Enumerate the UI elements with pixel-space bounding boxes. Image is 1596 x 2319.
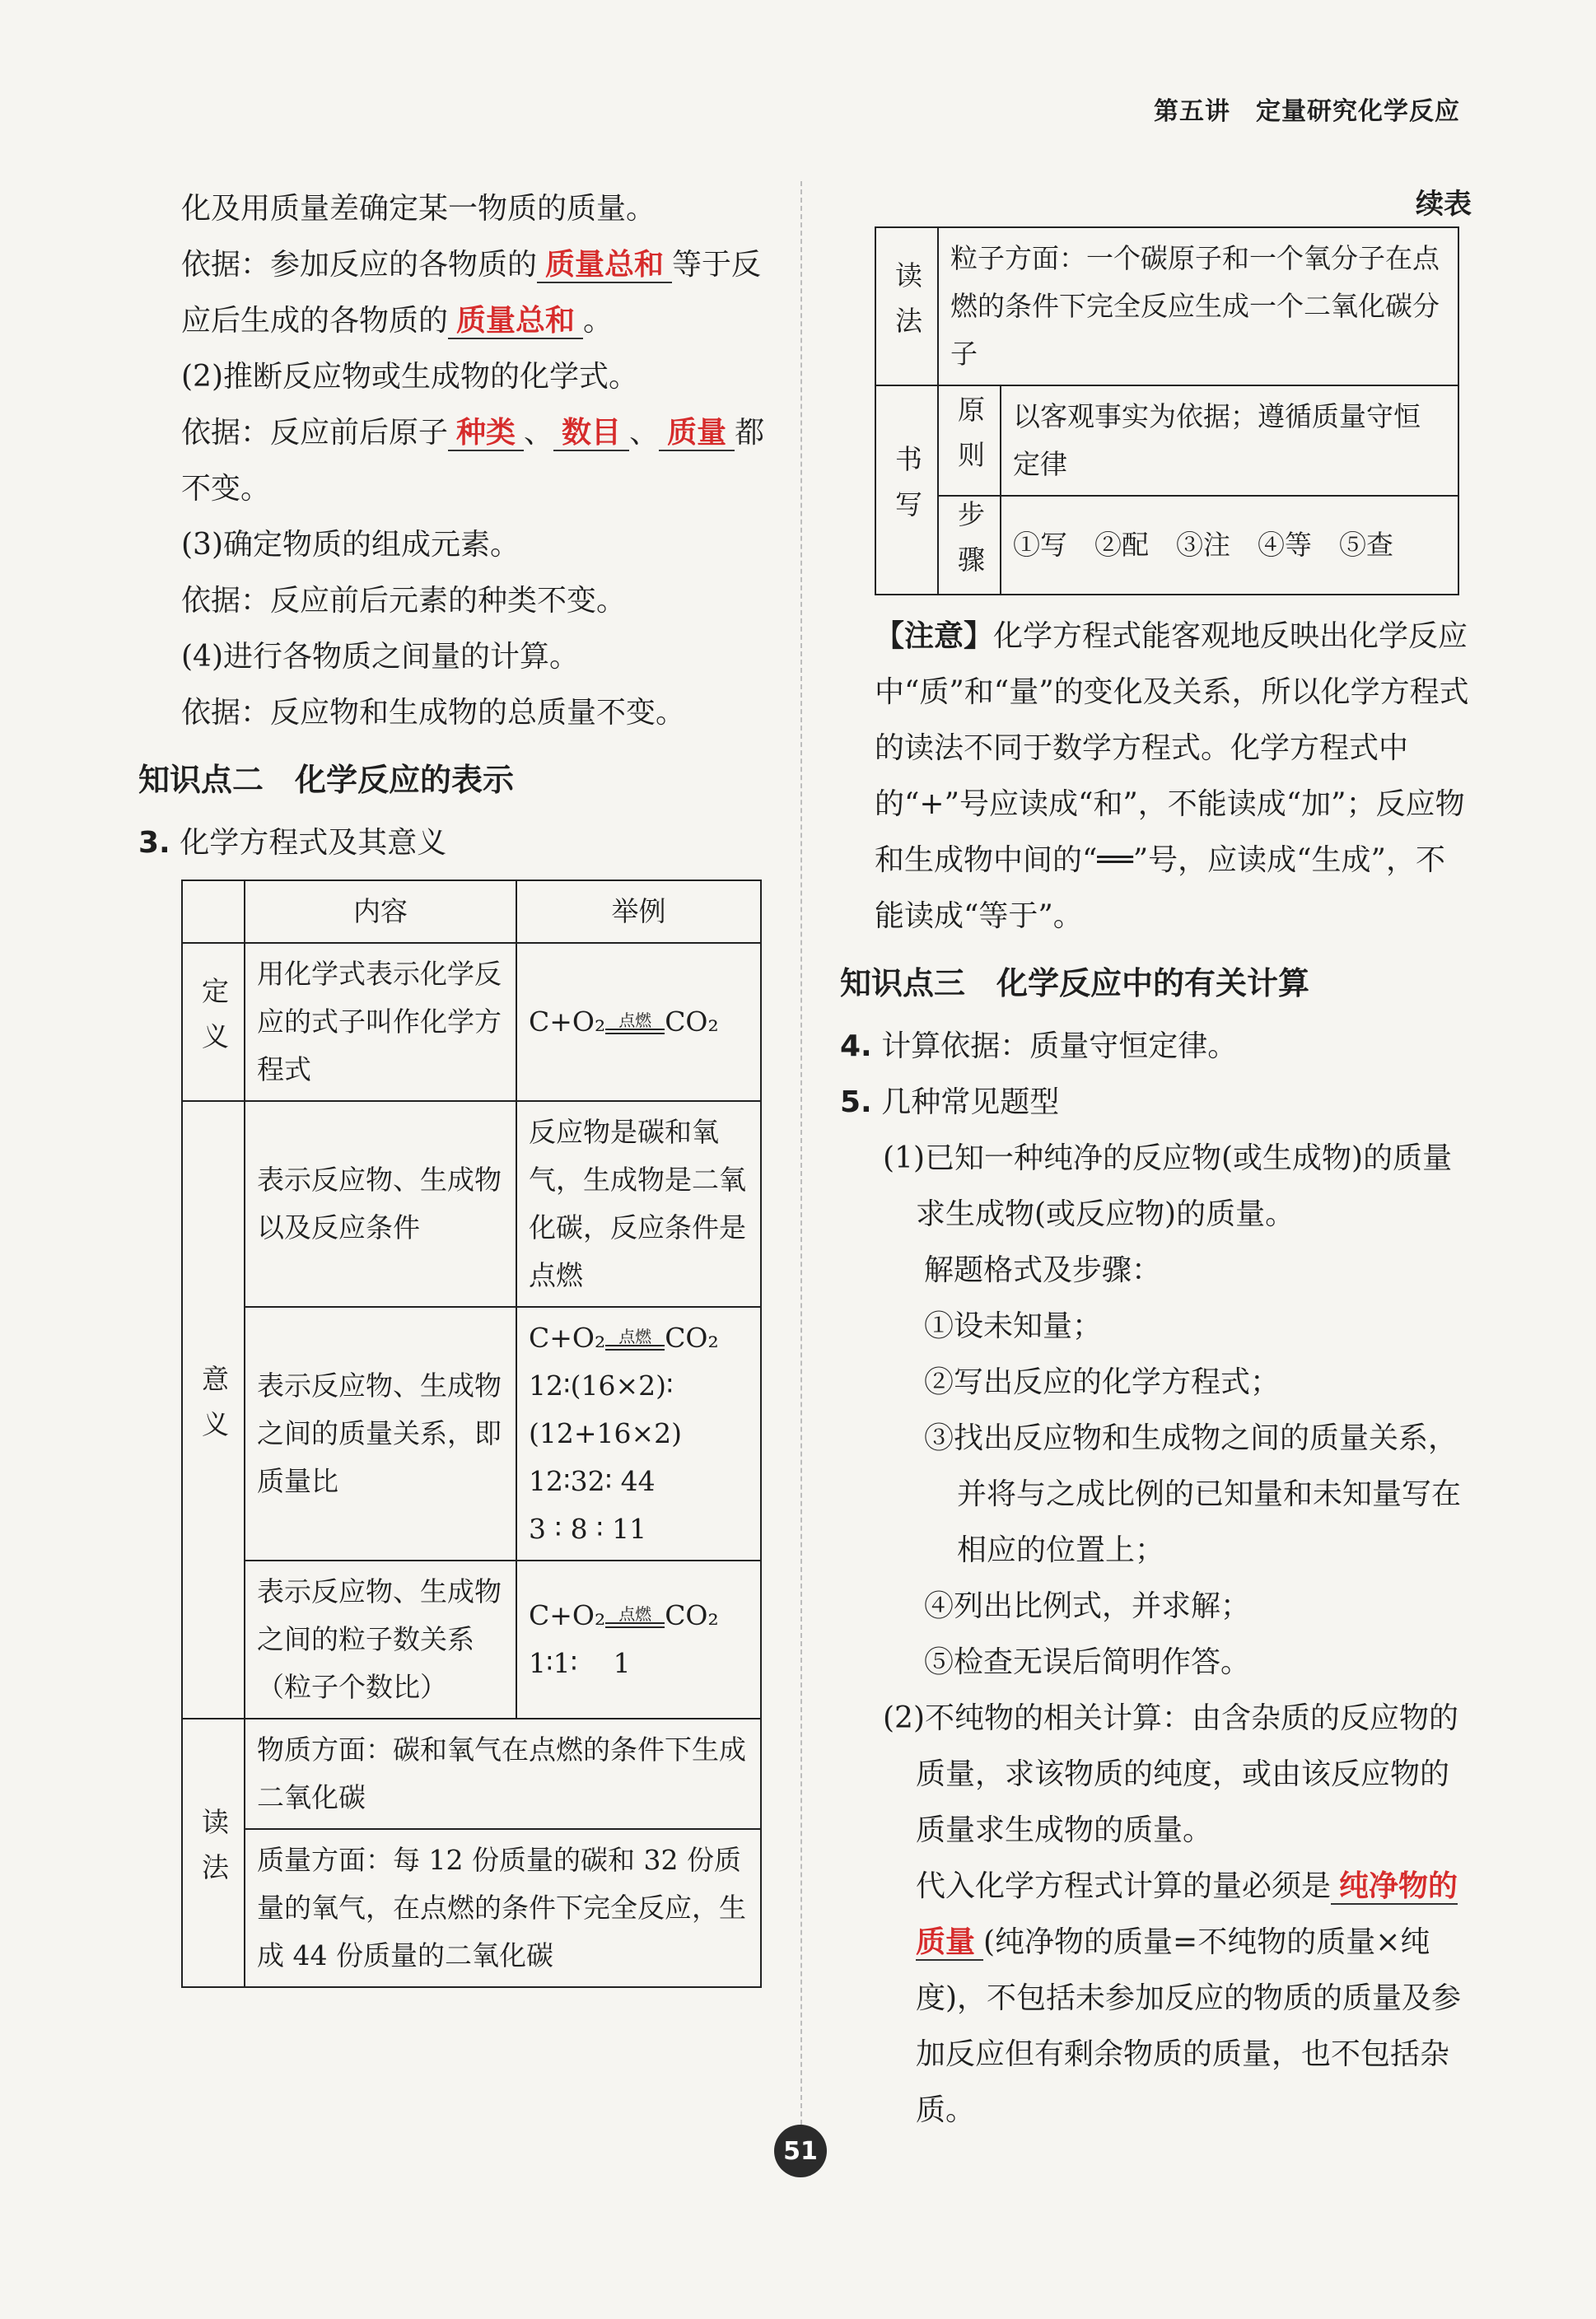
step-line: ⑤检查无误后简明作答。 bbox=[924, 1645, 1251, 1679]
question-3: 3. 化学方程式及其意义 bbox=[138, 826, 447, 860]
answer-blank: 数目 bbox=[553, 416, 629, 451]
section-heading: 知识点二 化学反应的表示 bbox=[138, 762, 515, 798]
right-column bbox=[833, 181, 1472, 2139]
table-cell: C+O₂ 点燃 CO₂ bbox=[516, 943, 761, 1101]
table-cell: 表示反应物、生成物之间的质量关系，即质量比 bbox=[245, 1307, 516, 1561]
table-header: 内容 bbox=[245, 880, 516, 943]
table-cell: 质量方面：每 12 份质量的碳和 32 份质量的氧气，在点燃的条件下完全反应，生成 44 份质量的二氧化碳 bbox=[245, 1829, 761, 1987]
table-header: 举例 bbox=[516, 880, 761, 943]
answer-blank: 纯净物的质量 bbox=[916, 1869, 1458, 1959]
table-cell: 表示反应物、生成物以及反应条件 bbox=[245, 1101, 516, 1307]
text-line: (2)不纯物的相关计算：由含杂质的反应物的质量，求该物质的纯度，或由该反应物的质量求生成物的质量。 bbox=[883, 1701, 1458, 1847]
text-line: (3)确定物质的组成元素。 bbox=[181, 528, 520, 562]
table-cell: C+O₂ 点燃 CO₂ 1∶1∶ 1 bbox=[516, 1561, 761, 1719]
continued-table bbox=[875, 226, 1459, 595]
table-cell: 物质方面：碳和氧气在点燃的条件下生成二氧化碳 bbox=[245, 1719, 761, 1829]
question-4: 4. 计算依据：质量守恒定律。 bbox=[840, 1029, 1238, 1063]
table-cell: ①写 ②配 ③注 ④等 ⑤查 bbox=[1001, 496, 1458, 595]
text-line: 依据：反应物和生成物的总质量不变。 bbox=[181, 696, 686, 730]
continued-label: 续表 bbox=[1416, 188, 1472, 221]
table-cell: 用化学式表示化学反应的式子叫作化学方程式 bbox=[245, 943, 516, 1101]
answer-blank: 种类 bbox=[448, 416, 524, 451]
table-cell: 表示反应物、生成物之间的粒子数关系（粒子个数比） bbox=[245, 1561, 516, 1719]
row-header: 意义 bbox=[182, 1101, 245, 1719]
page-number: 51 bbox=[774, 2125, 827, 2177]
left-column bbox=[132, 181, 774, 1988]
text-line: 代入化学方程式计算的量必须是 纯净物的质量 (纯净物的质量=不纯物的质量×纯度)，不包括未参加反应的物质的质量及参加反应但有剩余物质的质量，也不包括杂质。 bbox=[916, 1869, 1462, 2127]
answer-blank: 质量总和 bbox=[448, 304, 583, 339]
table-cell: C+O₂ 点燃 CO₂ 12∶(16×2)∶ (12+16×2) 12∶32∶ 44 3 ∶ 8 ∶ 11 bbox=[516, 1307, 761, 1561]
text-line: (1)已知一种纯净的反应物(或生成物)的质量求生成物(或反应物)的质量。 bbox=[883, 1141, 1453, 1231]
table-cell: 粒子方面：一个碳原子和一个氧分子在点燃的条件下完全反应生成一个二氧化碳分子 bbox=[938, 227, 1458, 385]
question-5: 5. 几种常见题型 bbox=[840, 1085, 1060, 1119]
table-cell: 以客观事实为依据；遵循质量守恒定律 bbox=[1001, 385, 1458, 496]
text-line: 解题格式及步骤： bbox=[924, 1253, 1162, 1287]
text-line: 依据：反应前后元素的种类不变。 bbox=[181, 584, 627, 618]
text-line: 依据：反应前后原子 种类 、 数目 、 质量 都不变。 bbox=[181, 416, 765, 506]
text-line: 化及用质量差确定某一物质的质量。 bbox=[181, 192, 656, 226]
answer-blank: 质量 bbox=[659, 416, 735, 451]
row-header: 原则 bbox=[938, 385, 1001, 496]
note-paragraph: 【注意】化学方程式能客观地反映出化学反应中“质”和“量”的变化及关系，所以化学方程式的读法不同于数学方程式。化学方程式中的“+”号应读成“和”，不能读成“加”；反应物和生成物中间的“══”号，应读成“生成”，不能读成“等于”。 bbox=[875, 619, 1469, 933]
text-line: (4)进行各物质之间量的计算。 bbox=[181, 640, 579, 674]
column-divider bbox=[800, 181, 802, 2125]
step-line: ③找出反应物和生成物之间的质量关系，并将与之成比例的已知量和未知量写在相应的位置上； bbox=[924, 1421, 1462, 1567]
row-header: 步骤 bbox=[938, 496, 1001, 595]
step-line: ②写出反应的化学方程式； bbox=[924, 1365, 1281, 1399]
table-cell: 反应物是碳和氧气，生成物是二氧化碳，反应条件是点燃 bbox=[516, 1101, 761, 1307]
equation-meaning-table bbox=[181, 880, 762, 1988]
text-line: (2)推断反应物或生成物的化学式。 bbox=[181, 360, 638, 394]
running-header: 第五讲 定量研究化学反应 bbox=[1154, 97, 1460, 126]
row-header: 书写 bbox=[875, 385, 938, 595]
row-header: 读法 bbox=[875, 227, 938, 385]
text-line: 依据：参加反应的各物质的 质量总和 等于反应后生成的各物质的 质量总和 。 bbox=[181, 248, 762, 338]
step-line: ①设未知量； bbox=[924, 1309, 1103, 1343]
step-line: ④列出比例式，并求解； bbox=[924, 1589, 1251, 1623]
row-header: 读法 bbox=[182, 1719, 245, 1987]
section-heading: 知识点三 化学反应中的有关计算 bbox=[840, 965, 1310, 1001]
row-header: 定义 bbox=[182, 943, 245, 1101]
answer-blank: 质量总和 bbox=[537, 248, 672, 283]
